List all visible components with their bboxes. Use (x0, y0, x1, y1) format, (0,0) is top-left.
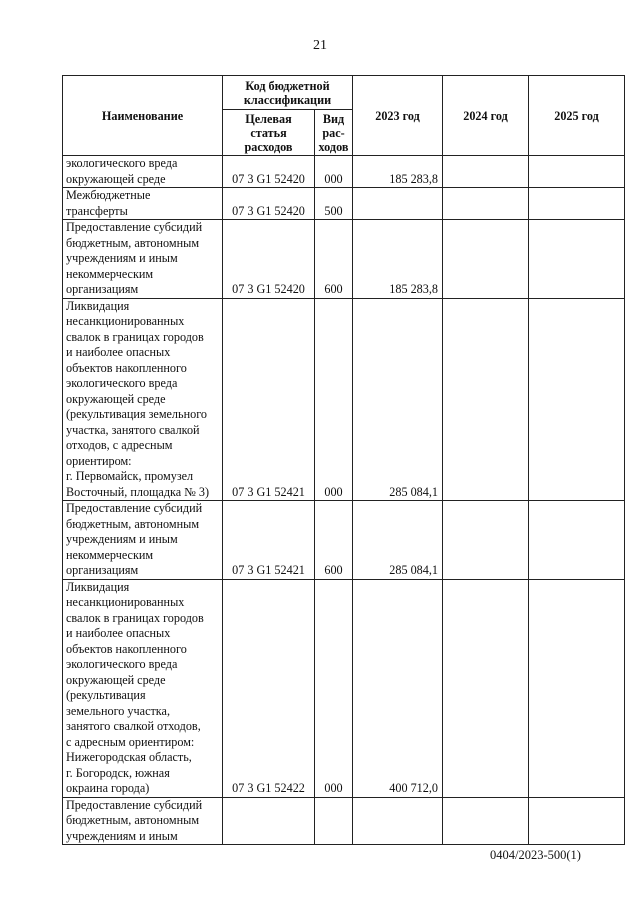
row-target-item-cell: 07 3 G1 52422 (223, 579, 315, 797)
row-amount-2024-cell (443, 188, 529, 220)
header-year-2023: 2023 год (353, 76, 443, 156)
table-row (63, 797, 625, 845)
row-amount-2023-cell (353, 797, 443, 845)
row-amount-2024-cell (443, 220, 529, 299)
header-year-2024: 2024 год (443, 76, 529, 156)
table-row (63, 579, 625, 797)
table-row (63, 188, 625, 220)
row-amount-2023-cell: 185 283,8 (353, 156, 443, 188)
row-amount-2023-cell: 285 084,1 (353, 501, 443, 580)
table-row (63, 220, 625, 299)
row-target-item-cell: 07 3 G1 52421 (223, 298, 315, 501)
row-amount-2025-cell (529, 579, 625, 797)
row-expense-type-cell: 600 (315, 220, 353, 299)
row-target-item-cell: 07 3 G1 52420 (223, 156, 315, 188)
row-amount-2025-cell (529, 188, 625, 220)
row-expense-type-cell: 000 (315, 579, 353, 797)
row-name-cell: Межбюджетные трансферты (63, 188, 223, 220)
row-amount-2024-cell (443, 797, 529, 845)
header-name: Наименование (63, 76, 223, 156)
row-name-cell: Ликвидация несанкционированных свалок в границах городов и наиболее опасных объектов накопленного экологического вреда окружающей среде (рекультивация земельного участка, занятого свалкой отходов, с адресным ориентиром: г. Первомайск, промузел Восточный, площадка № 3) (63, 298, 223, 501)
row-amount-2024-cell (443, 579, 529, 797)
row-target-item-cell: 07 3 G1 52421 (223, 501, 315, 580)
row-amount-2023-cell: 400 712,0 (353, 579, 443, 797)
budget-table (62, 75, 625, 845)
header-target-item: Целевая статья расходов (223, 110, 315, 156)
row-amount-2025-cell (529, 298, 625, 501)
row-amount-2025-cell (529, 501, 625, 580)
row-target-item-cell (223, 797, 315, 845)
header-expense-type: Вид рас-ходов (315, 110, 353, 156)
row-name-cell: Предоставление субсидий бюджетным, автономным учреждениям и иным некоммерческим организациям (63, 501, 223, 580)
header-year-2025: 2025 год (529, 76, 625, 156)
header-code-group: Код бюджетной классификации (223, 76, 353, 110)
row-name-cell: Предоставление субсидий бюджетным, автономным учреждениям и иным (63, 797, 223, 845)
row-name-cell: Предоставление субсидий бюджетным, автономным учреждениям и иным некоммерческим организациям (63, 220, 223, 299)
row-amount-2025-cell (529, 220, 625, 299)
row-amount-2024-cell (443, 156, 529, 188)
row-name-cell: Ликвидация несанкционированных свалок в границах городов и наиболее опасных объектов накопленного экологического вреда окружающей среде (рекультивация земельного участка, занятого свалкой отходов, с адресным ориентиром: Нижегородская область, г. Богородск, южная окраина города) (63, 579, 223, 797)
row-amount-2023-cell (353, 188, 443, 220)
row-amount-2023-cell: 185 283,8 (353, 220, 443, 299)
row-expense-type-cell: 500 (315, 188, 353, 220)
row-amount-2025-cell (529, 797, 625, 845)
row-amount-2024-cell (443, 298, 529, 501)
row-expense-type-cell (315, 797, 353, 845)
row-target-item-cell: 07 3 G1 52420 (223, 220, 315, 299)
table-row (63, 156, 625, 188)
table-row (63, 298, 625, 501)
page-number: 21 (313, 38, 327, 53)
row-amount-2025-cell (529, 156, 625, 188)
footer-code: 0404/2023-500(1) (490, 848, 581, 862)
table-row (63, 501, 625, 580)
row-amount-2023-cell: 285 084,1 (353, 298, 443, 501)
row-expense-type-cell: 000 (315, 156, 353, 188)
row-expense-type-cell: 600 (315, 501, 353, 580)
row-expense-type-cell: 000 (315, 298, 353, 501)
row-amount-2024-cell (443, 501, 529, 580)
row-target-item-cell: 07 3 G1 52420 (223, 188, 315, 220)
row-name-cell: экологического вреда окружающей среде (63, 156, 223, 188)
